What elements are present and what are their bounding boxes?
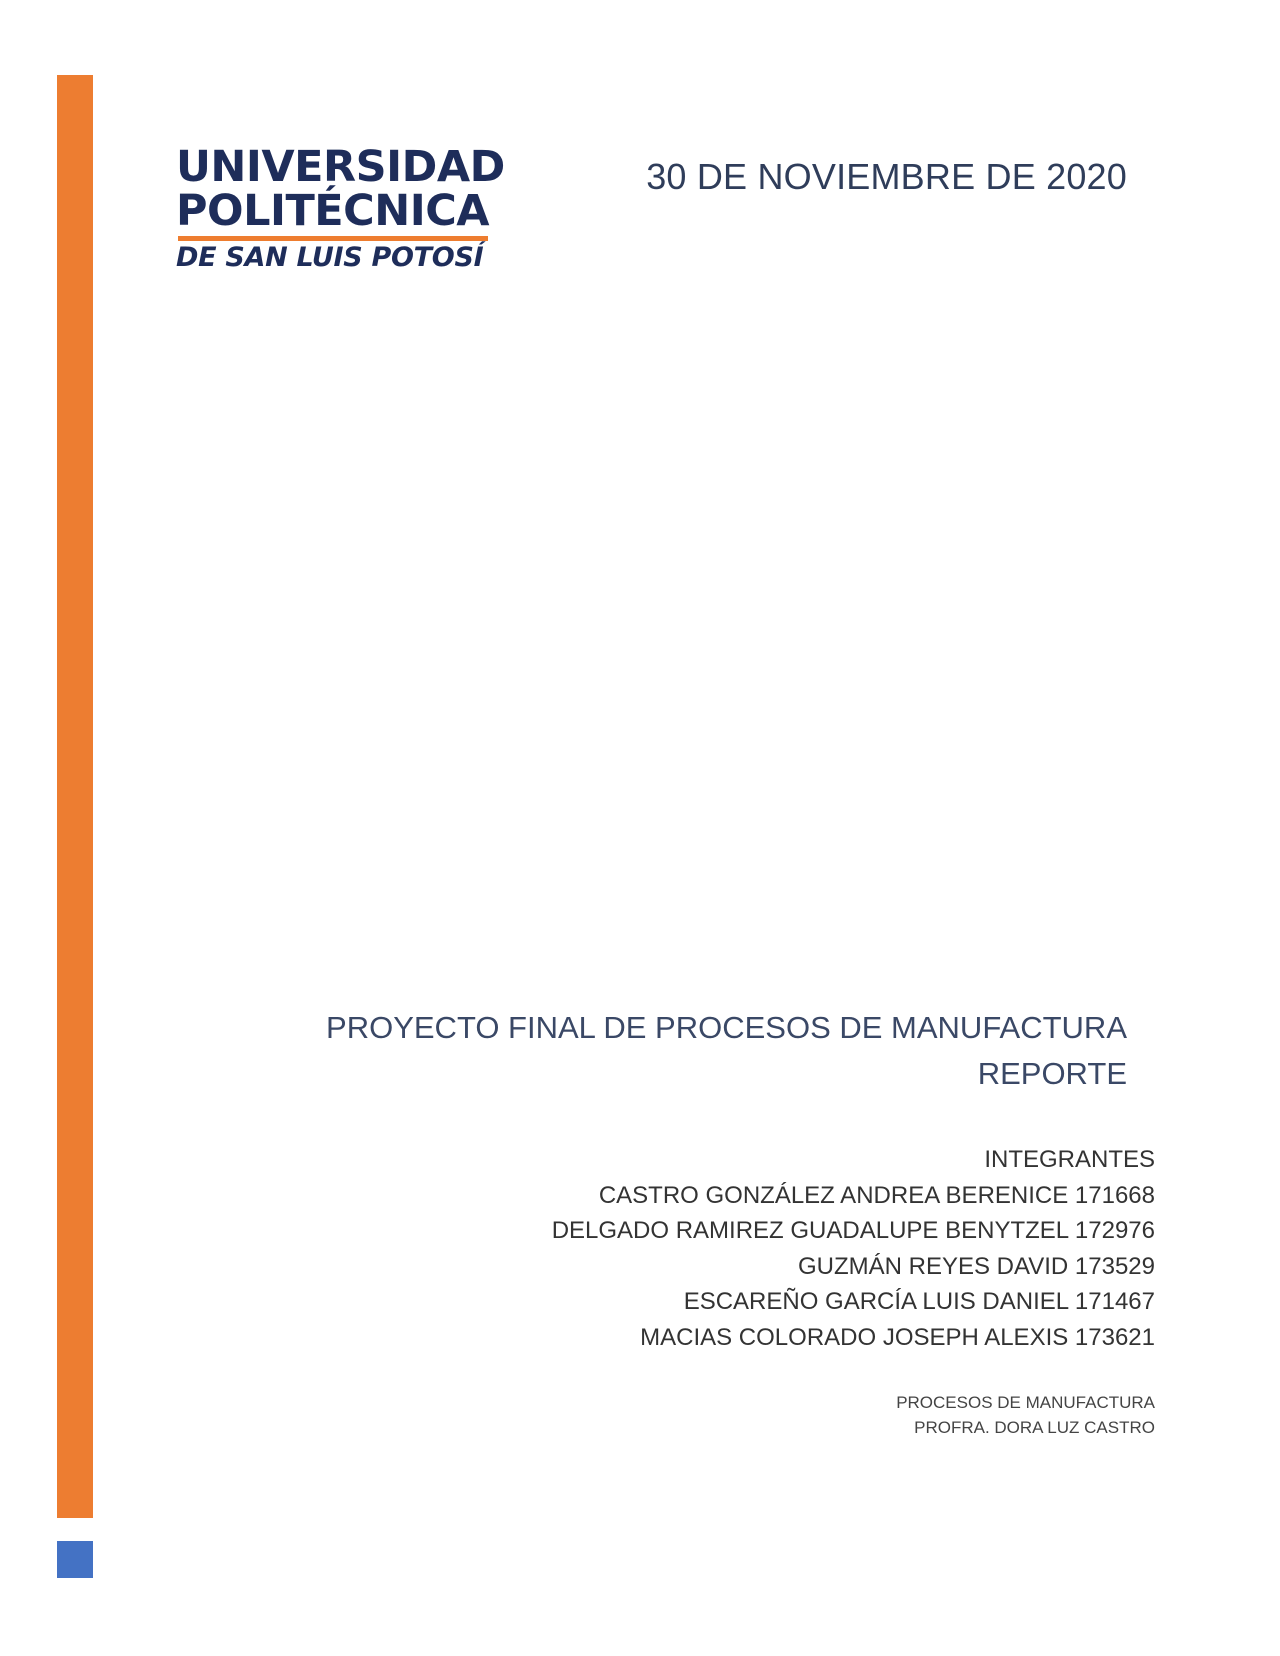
member-name: GUZMÁN REYES DAVID 173529 (797, 1252, 1155, 1280)
logo-line-politecnica: POLITÉCNICA (176, 186, 490, 236)
logo-line-san-luis-potosi: DE SAN LUIS POTOSÍ (176, 242, 484, 273)
member-name: MACIAS COLORADO JOSEPH ALEXIS 173621 (640, 1323, 1155, 1351)
blue-accent-square (57, 1541, 93, 1578)
member-name: DELGADO RAMIREZ GUADALUPE BENYTZEL 172976 (551, 1217, 1155, 1244)
course-info (896, 1390, 1155, 1440)
members-block (552, 1142, 1155, 1355)
document-title: PROYECTO FINAL DE PROCESOS DE MANUFACTURA (326, 1010, 1127, 1045)
teacher-name: PROFRA. DORA LUZ CASTRO (914, 1418, 1155, 1437)
course-name: PROCESOS DE MANUFACTURA (896, 1393, 1155, 1412)
document-subtitle: REPORTE (977, 1056, 1127, 1091)
orange-accent-bar (57, 75, 93, 1518)
logo-line-universidad: UNIVERSIDAD (176, 142, 505, 192)
member-name: CASTRO GONZÁLEZ ANDREA BERENICE 171668 (598, 1181, 1155, 1209)
title-block (326, 1005, 1127, 1097)
university-logo (176, 140, 505, 275)
document-date: 30 DE NOVIEMBRE DE 2020 (646, 156, 1127, 197)
member-name: ESCAREÑO GARCÍA LUIS DANIEL 171467 (683, 1288, 1155, 1315)
logo-orange-rule (178, 236, 488, 241)
members-heading: INTEGRANTES (984, 1146, 1155, 1173)
